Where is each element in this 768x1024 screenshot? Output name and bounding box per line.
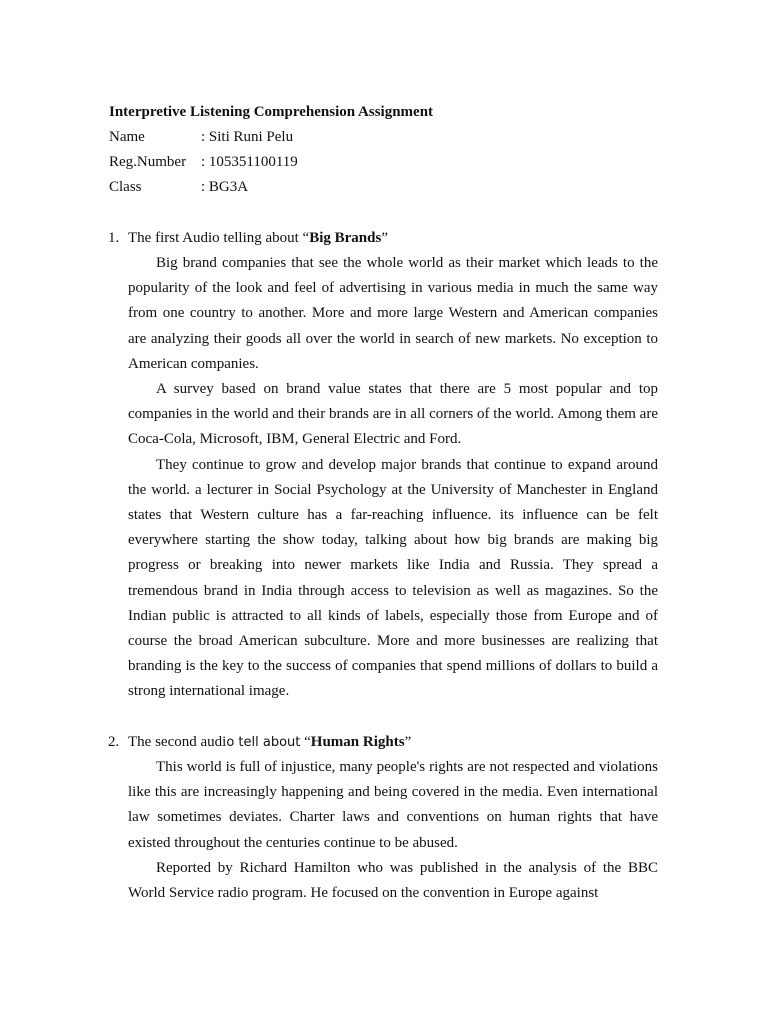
section-1-paragraph-3: They continue to grow and develop major brands that continue to expand around the world. a lecturer in Social Psychology at the University of Manchester in England states that Western culture has a far-reaching influence. its influence can be felt everywhere starting the show today, talking about how big brands are making big progress or breaking into newer markets like India and Russia. They spread a tremendous brand in India through access to television as well as magazines. So the Indian public is attracted to all kinds of labels, especially those from Europe and of course the broad American subculture. More and more businesses are realizing that branding is the key to the success of companies that spend millions of dollars to build a strong international image.	[128, 456, 658, 700]
section-1-paragraph-2: A survey based on brand value states that there are 5 most popular and top companies in the world and their brands are in all corners of the world. Among them are Coca-Cola, Microsoft, IBM, General Electric and Ford.	[128, 381, 658, 448]
section-2-topic: Human Rights	[310, 734, 405, 750]
name-label: Name	[109, 129, 145, 145]
section-1-heading	[108, 228, 388, 248]
section-2-paragraph-1: This world is full of injustice, many people's rights are not respected and violations like this are increasingly happening and being covered in the media. Even international law sometimes deviates. Charter laws and conventions on human rights that have existed throughout the centuries continue to be abused.	[128, 759, 658, 851]
section-1-number: 1.	[108, 230, 120, 246]
class-label: Class	[109, 179, 142, 195]
section-1-body	[128, 251, 658, 705]
reg-number-value: : 105351100119	[201, 154, 298, 170]
section-2-body	[128, 755, 658, 906]
section-1-intro: The first Audio telling about “	[128, 230, 310, 246]
section-2-intro-c: “	[300, 734, 311, 750]
section-2-paragraph-2: Reported by Richard Hamilton who was published in the analysis of the BBC World Service radio program. He focused on the convention in Europe against	[128, 859, 658, 902]
section-1-close-quote: ”	[381, 230, 388, 246]
document-title: Interpretive Listening Comprehension Assignment	[109, 104, 434, 120]
reg-number-label: Reg.Number	[109, 154, 187, 170]
name-value: : Siti Runi Pelu	[201, 129, 294, 145]
class-value: : BG3A	[201, 179, 249, 195]
section-2-heading	[108, 732, 411, 753]
section-2-number: 2.	[108, 734, 120, 750]
section-2-intro-b: o tell about	[226, 735, 301, 750]
section-1-topic: Big Brands	[309, 230, 382, 246]
section-2-intro-a: The second audi	[128, 734, 227, 750]
section-2-close-quote: ”	[404, 734, 412, 750]
section-1-paragraph-1: Big brand companies that see the whole world as their market which leads to the popularity of the look and feel of advertising in various media in much the same way from one country to another. More and more large Western and American companies are analyzing their goods all over the world in search of new markets. No exception to American companies.	[128, 255, 658, 372]
